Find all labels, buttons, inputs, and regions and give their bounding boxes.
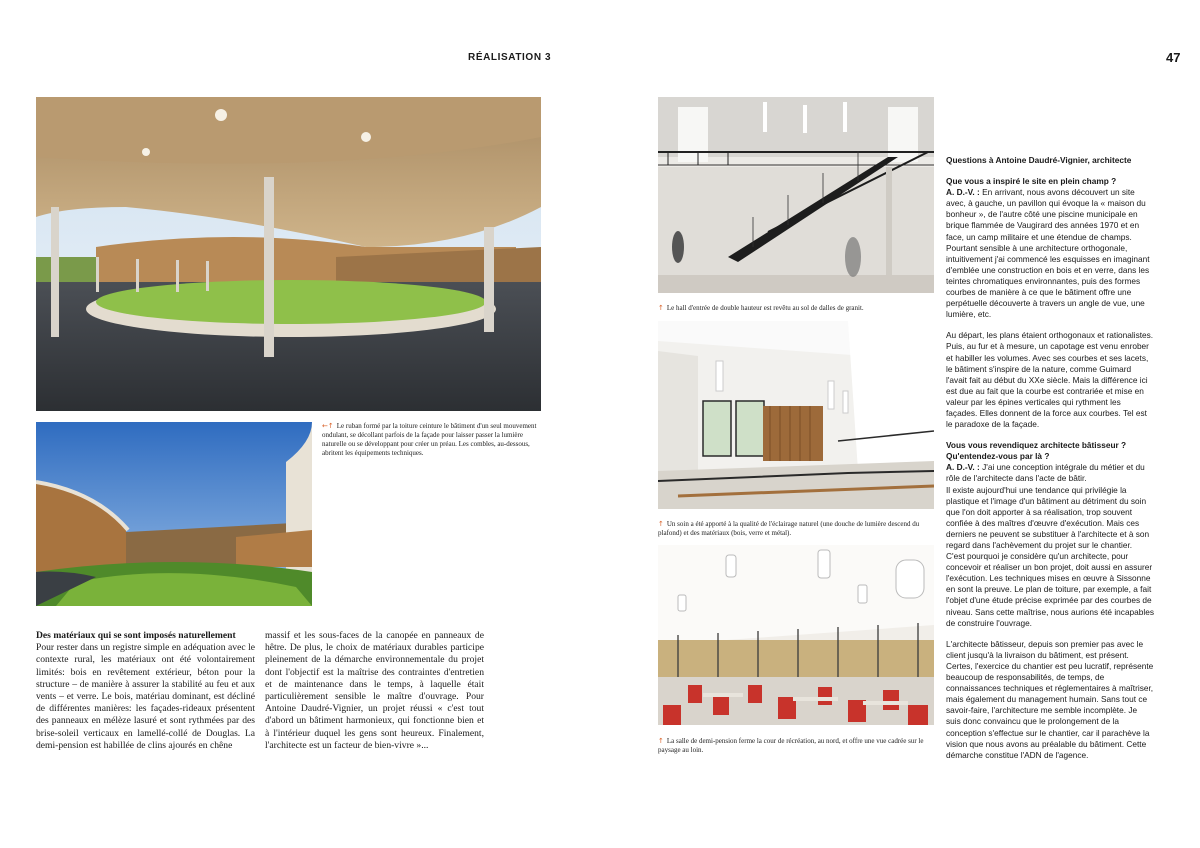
interview-question: Vous vous revendiquez architecte bâtisseur ? Qu'entendez-vous par là ?	[946, 440, 1127, 462]
interview-paragraph: Il existe aujourd'hui une tendance qui privilégie la plastique et l'image d'un bâtiment au détriment du soin que l'on doit apporter à sa réalisation, trop souvent confiée à des maîtres d'œuvre d'exécution. Mais ces derniers ne peuvent se substituer à l'architecte et à son regard dans l'achèvement du projet sur le chantier.	[946, 484, 1150, 550]
article-paragraph: massif et les sous-faces de la canopée en panneaux de hêtre. De plus, le choix de matériaux durables participe pleinement de la démarche environnementale du projet dont l'objectif est la maîtrise des contraintes d'entretien et de maintenance dans le temps, à laquelle était particulièrement sensible le maître d'ouvrage. Pour Antoine Daudré-Vignier, un projet réussi « c'est tout d'abord un bâtiment harmonieux, qui fonctionne bien et à l'intérieur duquel les gens sont heureux. Finalement, l'architecte est un facteur de bien-vivre »...	[265, 630, 484, 751]
caption-light	[658, 520, 936, 538]
interview-column	[946, 155, 1154, 761]
photo-entrance-hall	[658, 97, 934, 293]
article-paragraph: Pour rester dans un registre simple en adéquation avec le contexte rural, les matériaux ont été volontairement limités: bois en revêtement extérieur, béton pour la structure – de manière à assurer la stabilité au feu et aux vents – et verre. Le bois, matériau dominant, est décliné de différentes manières: les façades-rideaux présentent des panneaux en mélèze lasuré et sont rythmées par des brise-soleil verticaux en lamellé-collé de Douglas. La demi-pension est habillée de clins ajourés en chêne	[36, 642, 255, 751]
interview-paragraph: C'est pourquoi je considère qu'un architecte, pour concevoir et réaliser un bon projet, doit aussi en assurer l'exécution. Les techniques mises en œuvre à Sissonne en sont la preuve. Le plan de toiture, par exemple, a fait l'objet d'une étude précise exprimée par des courbes de niveau. Sans cette maîtrise, nous aurions été incapables de construire l'ouvrage.	[946, 551, 1155, 628]
caption-text: La salle de demi-pension ferme la cour de récréation, au nord, et offre une vue cadrée sur le paysage au loin.	[658, 737, 924, 754]
photo-interior-light	[658, 321, 934, 509]
article-column-1	[36, 630, 255, 752]
caption-text: Le ruban formé par la toiture ceinture le bâtiment d'un seul mouvement ondulant, se décollant parfois de la façade pour laisser passer la lumière naturelle ou se développant pour créer un préau. Les combles, au-dessous, abritent les équipements techniques.	[322, 422, 537, 457]
photo-courtyard-canopy	[36, 97, 541, 411]
caption-arrow-icon: ↑	[658, 520, 664, 528]
interview-answer: A. D.-V. : J'ai une conception intégrale du métier et du rôle de l'architecte dans l'acte de bâtir.	[946, 462, 1145, 484]
interview-paragraph: L'architecte bâtisseur, depuis son premier pas avec le client jusqu'à la livraison du bâtiment, est présent. Certes, l'exercice du chantier est peu lucratif, représente beaucoup de responsabilités, de temps, de connaissances techniques et réglementaires à maîtriser, mais également du management humain. Sans tout ce savoir-faire, l'architecture me semble incomplète. Je suis donc convaincu que le prolongement de la conception s'effectue sur le chantier, car il parachève la vision que nous avons au préalable du bâtiment. Cette démarche constitue l'ADN de l'agence.	[946, 638, 1154, 760]
caption-text: Un soin a été apporté à la qualité de l'éclairage naturel (une douche de lumière descend du plafond) et des matériaux (bois, verre et métal).	[658, 520, 920, 537]
article-heading: Des matériaux qui se sont imposés naturellement	[36, 630, 236, 641]
photo-canteen	[658, 545, 934, 725]
caption-text: Le hall d'entrée de double hauteur est revêtu au sol de dalles de granit.	[666, 304, 864, 312]
section-label: RÉALISATION 3	[468, 52, 552, 63]
article-column-2	[265, 630, 484, 752]
photo-exterior-lawn	[36, 422, 312, 606]
caption-roof	[322, 422, 541, 458]
interview-paragraph: Au départ, les plans étaient orthogonaux et rationalistes. Puis, au fur et à mesure, un capotage est venu enrober et habiller les volumes. Avec ses courbes et ses lacets, le bâtiment s'inspire de la nature, comme Guimard l'avait fait au début du XXe siècle. Mais la différence ici est due au fait que la courbe est contrariée et mise en valeur par les épines verticales qui rythment les façades. Elles donnent de la force aux courbes. Tel est le paradoxe de la façade.	[946, 330, 1154, 430]
interview-answer: A. D.-V. : En arrivant, nous avons découvert un site avec, à gauche, un pavillon qui évoque la « maison du bonheur », de l'autre côté une piscine municipale en brique flammée de Vaugirard des années 1970 et en face, un camp militaire et une étendue de champs. Pourtant sensible à une architecture orthogonale, intuitivement j'ai commencé les esquisses en imaginant d'emblée une construction en bois et en verre, dans les teintes chromatiques environnantes, puis des formes courbes de manière à ce que le bâtiment offre une perpétuelle découverte à travers un angle de vue, une lumière, etc.	[946, 187, 1150, 320]
caption-hall	[658, 304, 934, 313]
interview-question: Que vous a inspiré le site en plein champ ?	[946, 176, 1117, 187]
caption-arrow-icon: ↑	[658, 304, 664, 312]
page-number: 47	[1166, 50, 1181, 65]
interview-title: Questions à Antoine Daudré-Vignier, architecte	[946, 155, 1132, 165]
caption-arrow-icon: ↑	[658, 737, 664, 745]
caption-canteen	[658, 737, 936, 755]
caption-arrow-icon: ←↑	[322, 422, 334, 430]
